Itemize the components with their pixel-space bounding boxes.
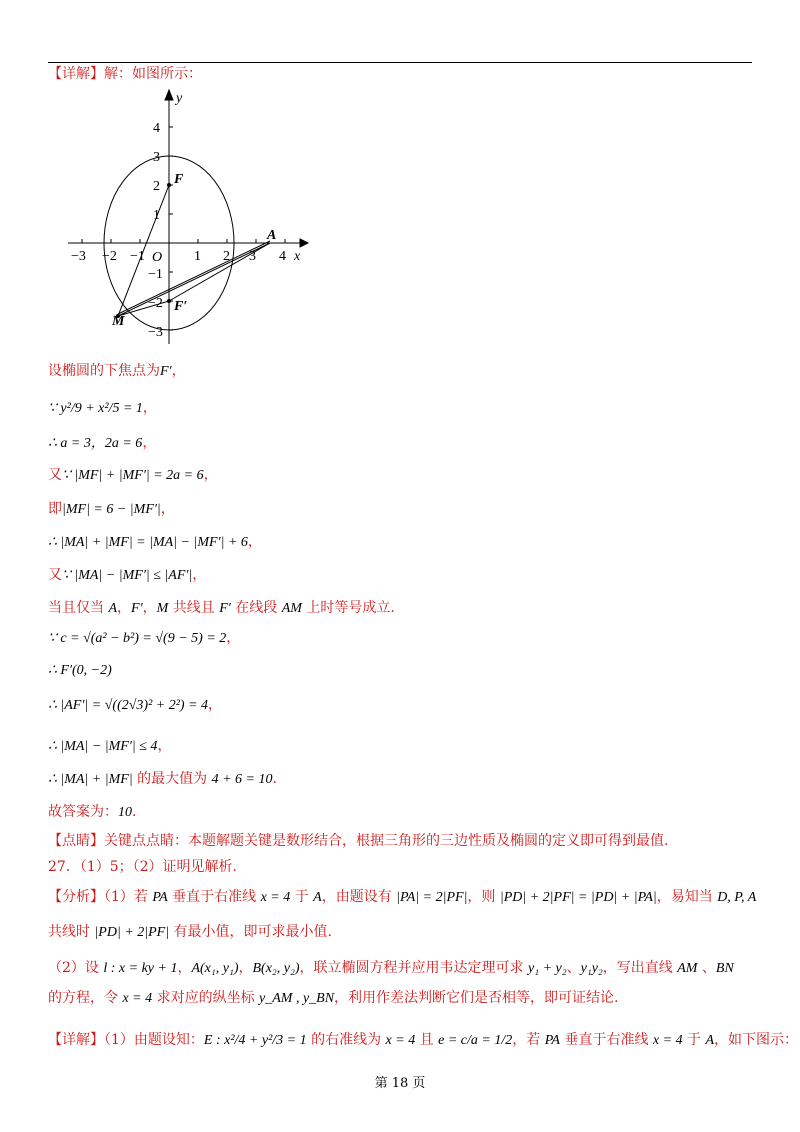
text-segment: 有最小值，即可求最小值. xyxy=(169,924,332,940)
math-expression: e = c/a = 1/2 xyxy=(438,1033,513,1048)
text-segment: ， xyxy=(203,467,218,483)
text-segment: （1）若 xyxy=(104,889,153,905)
math-expression: A xyxy=(705,1033,715,1048)
text-segment: . xyxy=(132,804,137,820)
y-tick-label: 2 xyxy=(153,179,160,194)
text-segment: 在线段 xyxy=(230,600,282,616)
math-expression: AM xyxy=(677,961,698,976)
math-expression: x = 4 xyxy=(385,1033,416,1048)
text-line xyxy=(48,1030,798,1051)
text-segment: ， xyxy=(142,400,157,416)
point-F-prime-label: F′ xyxy=(174,299,188,314)
x-axis-label: x xyxy=(294,249,301,264)
text-segment: 设椭圆的下焦点为 xyxy=(48,363,160,379)
text-segment: 的最大值为 xyxy=(132,771,212,787)
text-segment: 垂直于右准线 xyxy=(167,889,261,905)
text-segment: ， xyxy=(247,534,262,550)
text-line xyxy=(48,695,222,716)
math-expression: y₁ + y₂ xyxy=(528,961,567,976)
text-segment: 故答案为： xyxy=(48,804,118,820)
text-segment: ，写出直线 xyxy=(602,960,678,976)
x-tick-label: 1 xyxy=(194,249,201,264)
y-tick-label: −2 xyxy=(148,296,163,311)
x-tick-label: 2 xyxy=(223,249,230,264)
text-line xyxy=(48,398,157,419)
math-expression: ∴ a = 3，2a = 6 xyxy=(48,436,143,451)
text-segment: 的右准线为 xyxy=(306,1032,386,1048)
text-segment: ， xyxy=(142,435,157,451)
math-expression: AM xyxy=(281,601,302,616)
math-expression: 10 xyxy=(118,805,132,820)
text-segment: ， xyxy=(238,960,253,976)
point-A-label: A xyxy=(267,228,277,243)
page-number: 第 18 页 xyxy=(374,1076,426,1091)
text-segment: 解：如图所示： xyxy=(104,66,202,82)
text-segment: ，如下图示： xyxy=(714,1032,799,1048)
text-line xyxy=(48,433,156,454)
text-segment: 上时等号成立. xyxy=(301,600,395,616)
text-segment: ， xyxy=(117,600,132,616)
text-segment: 、 xyxy=(566,960,581,976)
math-expression: ∴ |AF′| = √((2√3)² + 2²) = 4 xyxy=(48,698,209,713)
text-segment: 27．（1）5；（2）证明见解析. xyxy=(48,859,237,875)
math-expression: ∵ |MA| − |MF′| ≤ |AF′| xyxy=(62,568,193,583)
text-segment: 于 xyxy=(290,889,314,905)
math-expression: ∴ |MA| + |MF| = |MA| − |MF′| + 6 xyxy=(48,535,248,550)
text-line xyxy=(48,598,395,619)
header-rule xyxy=(48,62,752,63)
y-tick-label: −1 xyxy=(148,267,163,282)
x-tick-label: −1 xyxy=(130,249,145,264)
text-segment: 又 xyxy=(48,467,62,483)
x-tick-label: −2 xyxy=(102,249,117,264)
text-segment: 关键点点睛：本题解题关键是数形结合，根据三角形的三边性质及椭圆的定义即可得到最值. xyxy=(104,833,669,849)
point-F-label: F xyxy=(174,172,184,187)
text-line xyxy=(48,565,206,586)
point-M-label: M xyxy=(112,314,125,329)
x-tick-label: 4 xyxy=(279,249,286,264)
x-tick-label: 3 xyxy=(249,249,256,264)
text-segment: 共线且 xyxy=(168,600,220,616)
text-segment: ， xyxy=(157,738,172,754)
text-segment: 、 xyxy=(697,960,716,976)
section-tag: 【详解】 xyxy=(48,66,104,82)
text-segment: ， xyxy=(171,363,186,379)
text-segment: ， xyxy=(226,630,241,646)
math-expression: PA xyxy=(544,1033,560,1048)
text-line xyxy=(48,660,112,681)
math-expression: E : x²/4 + y²/3 = 1 xyxy=(203,1033,307,1048)
text-line xyxy=(48,831,668,851)
text-segment: . xyxy=(272,771,277,787)
math-expression: A(x₁, y₁) xyxy=(191,961,239,976)
text-segment: ，若 xyxy=(512,1032,545,1048)
math-expression: B(x₂, y₂) xyxy=(252,961,300,976)
axes xyxy=(68,90,308,344)
math-expression: ∵ y²/9 + x²/5 = 1 xyxy=(48,401,143,416)
point-F-prime-dot xyxy=(167,299,171,303)
math-expression: PA xyxy=(152,890,168,905)
text-line xyxy=(48,64,202,84)
math-expression: A xyxy=(108,601,118,616)
math-expression: F′ xyxy=(160,364,172,379)
text-segment: 共线时 xyxy=(48,924,95,940)
text-segment: 的方程，令 xyxy=(48,990,123,1006)
text-line xyxy=(48,887,756,908)
text-line xyxy=(48,532,262,553)
section-tag: 【详解】 xyxy=(48,1032,104,1048)
text-segment: （2）设 xyxy=(48,960,104,976)
math-expression: A xyxy=(313,890,322,905)
text-line xyxy=(48,922,332,943)
math-expression: x = 4 xyxy=(122,991,153,1006)
math-expression: ∵ c = √(a² − b²) = √(9 − 5) = 2 xyxy=(48,631,227,646)
y-tick-label: 3 xyxy=(153,150,160,165)
section-tag: 【分析】 xyxy=(48,889,104,905)
text-segment: 于 xyxy=(682,1032,706,1048)
x-tick-label: −3 xyxy=(71,249,86,264)
math-expression: y₁y₂ xyxy=(580,961,603,976)
math-expression: x = 4 xyxy=(260,890,291,905)
text-segment: （1）由题设知： xyxy=(104,1032,204,1048)
y-tick-label: 1 xyxy=(153,208,160,223)
text-segment: 求对应的纵坐标 xyxy=(152,990,260,1006)
y-tick-label: 4 xyxy=(153,121,160,136)
text-line xyxy=(48,802,136,823)
math-expression: ∴ |MA| − |MF′| ≤ 4 xyxy=(48,739,158,754)
text-segment: ，由题设有 xyxy=(321,889,397,905)
origin-label: O xyxy=(152,250,163,265)
text-segment: ，则 xyxy=(467,889,500,905)
text-segment: 即 xyxy=(48,501,62,517)
math-expression: ∵ |MF| + |MF′| = 2a = 6 xyxy=(62,468,204,483)
math-expression: |PD| + 2|PF| = |PD| + |PA| xyxy=(499,890,657,905)
text-line xyxy=(48,499,175,520)
math-expression: |MF| = 6 − |MF′| xyxy=(62,502,161,517)
text-line xyxy=(48,361,186,382)
math-expression: ∴ F′(0, −2) xyxy=(48,663,112,678)
math-expression: 4 + 6 = 10 xyxy=(211,772,273,787)
math-expression: F′ xyxy=(219,601,231,616)
math-expression: F′ xyxy=(131,601,143,616)
text-line xyxy=(48,465,218,486)
text-segment: ， xyxy=(177,960,192,976)
text-segment: 垂直于右准线 xyxy=(560,1032,653,1048)
text-segment: ， xyxy=(192,567,207,583)
math-expression: y_AM , y_BN xyxy=(259,991,335,1006)
text-segment: ， xyxy=(208,697,223,713)
math-expression: D, P, A xyxy=(717,890,757,905)
math-expression: BN xyxy=(715,961,734,976)
text-segment: 且 xyxy=(415,1032,439,1048)
text-line xyxy=(48,958,734,979)
text-segment: ， xyxy=(142,600,157,616)
text-line xyxy=(48,857,237,877)
ellipse-figure xyxy=(62,82,312,350)
math-expression: |PD| + 2|PF| xyxy=(94,925,170,940)
text-line xyxy=(48,628,240,649)
math-expression: ∴ |MA| + |MF| xyxy=(48,772,133,787)
math-expression: |PA| = 2|PF| xyxy=(396,890,468,905)
text-segment: ，联立椭圆方程并应用韦达定理可求 xyxy=(299,960,528,976)
math-expression: M xyxy=(156,601,169,616)
text-segment: ，利用作差法判断它们是否相等，即可证结论. xyxy=(334,990,619,1006)
math-expression: l : x = ky + 1 xyxy=(103,961,178,976)
text-line xyxy=(48,988,619,1009)
text-segment: ， xyxy=(160,501,175,517)
math-expression: x = 4 xyxy=(652,1033,683,1048)
text-line xyxy=(48,736,171,757)
text-line xyxy=(48,769,277,790)
y-axis-label: y xyxy=(176,91,183,106)
section-tag: 【点睛】 xyxy=(48,833,104,849)
text-segment: ，易知当 xyxy=(656,889,718,905)
text-segment: 当且仅当 xyxy=(48,600,109,616)
text-segment: 又 xyxy=(48,567,62,583)
point-F-dot xyxy=(167,183,171,187)
y-tick-label: −3 xyxy=(148,325,163,340)
